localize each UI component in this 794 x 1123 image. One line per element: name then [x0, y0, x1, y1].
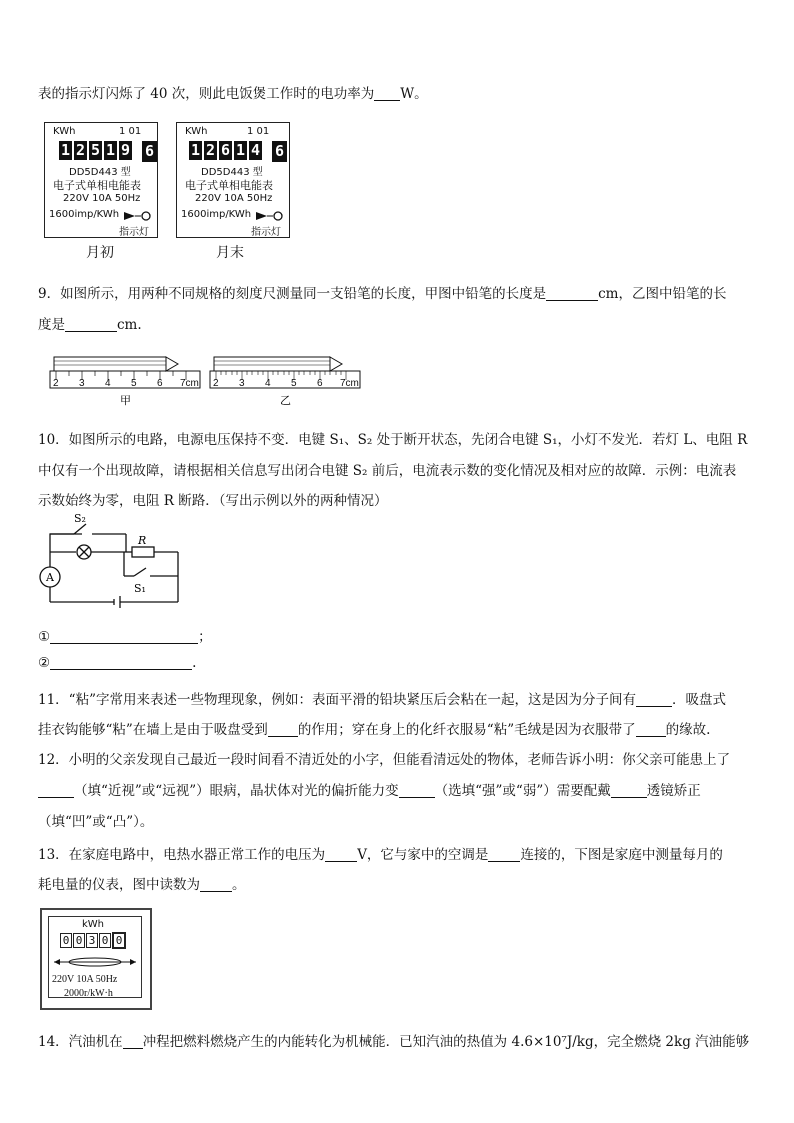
meter-imp: 1600imp/KWh — [49, 209, 120, 220]
tick-label: 5 — [131, 378, 137, 389]
answer-blank[interactable] — [636, 692, 672, 707]
meter-name: 电子式单相电能表 — [185, 179, 273, 192]
tick-label: 7cm — [340, 378, 359, 389]
answer-blank[interactable] — [399, 783, 435, 798]
q12-line1: 12．小明的父亲发现自己最近一段时间看不清近处的小字，但能看清远处的物体，老师告诉小明：你父亲可能患上了 — [38, 752, 731, 768]
q11-line1: 11．“粘”字常用来表述一些物理现象，例如：表面平滑的铅块紧压后会粘在一起，这是因为分子间有 ．吸盘式 — [38, 692, 726, 708]
kwh-digits: 0 0 3 0 0 — [60, 932, 127, 949]
answer-blank[interactable] — [65, 317, 117, 332]
rotating-disc-icon — [50, 950, 140, 974]
meter-imp: 1600imp/KWh — [181, 209, 252, 220]
kwh-unit: kWh — [82, 919, 105, 930]
label-s2: S₂ — [74, 512, 86, 525]
label-r: R — [138, 534, 147, 547]
label-yi: 乙 — [280, 394, 291, 407]
answer-blank[interactable] — [325, 847, 357, 862]
tick-label: 6 — [317, 378, 323, 389]
q11-line2: 挂衣钩能够“粘”在墙上是由于吸盘受到 的作用；穿在身上的化纤衣服易“粘”毛绒是因为衣服带了 的缘故. — [38, 722, 711, 738]
q10-answer-1: ① ； — [38, 629, 212, 645]
meter-name: 电子式单相电能表 — [53, 179, 141, 192]
meter-start — [44, 122, 158, 238]
q9-line2: 度是 cm. — [38, 317, 142, 333]
answer-blank[interactable] — [50, 655, 192, 670]
q13-line2: 耗电量的仪表，图中读数为 。 — [38, 877, 246, 893]
tick-label: 7cm — [180, 378, 199, 389]
meter-indicator-label: 指示灯 — [119, 227, 149, 238]
meter-end — [176, 122, 290, 238]
label-ammeter: A — [46, 571, 54, 584]
answer-blank[interactable] — [546, 286, 598, 301]
tick-label: 6 — [157, 378, 163, 389]
q12-line3: （填“凹”或“凸”）。 — [38, 814, 154, 830]
q8-text: 表的指示灯闪烁了 40 次，则此电饭煲工作时的电功率为 — [38, 86, 375, 102]
q10-line2: 中仅有一个出现故障，请根据相关信息写出闭合电键 S₂ 前后，电流表示数的变化情况及相对应的故障．示例：电流表 — [38, 463, 737, 479]
meter-marks: 1 01 — [119, 126, 142, 137]
q10-line1: 10．如图所示的电路，电源电压保持不变．电键 S₁、S₂ 处于断开状态，先闭合电键 S₁，小灯不发光．若灯 L、电阻 R — [38, 432, 748, 448]
tick-label: 2 — [53, 378, 59, 389]
tick-label: 3 — [79, 378, 85, 389]
q10-answer-2: ② . — [38, 655, 197, 671]
q14-line1: 14．汽油机在 冲程把燃料燃烧产生的内能转化为机械能．已知汽油的热值为 4.6×10⁷J/kg，完全燃烧 2kg 汽油能够 — [38, 1034, 750, 1050]
meter-digits: 1 2 5 1 9 6 — [59, 141, 157, 162]
answer-blank[interactable] — [636, 722, 666, 737]
q10-line3: 示数始终为零，电阻 R 断路．（写出示例以外的两种情况） — [38, 493, 388, 509]
caption-month-end: 月末 — [216, 245, 244, 261]
answer-blank[interactable] — [50, 629, 198, 644]
q8-unit: W。 — [400, 86, 428, 102]
indicator-lamp-icon — [123, 209, 153, 223]
label-jia: 甲 — [120, 394, 131, 407]
q9-line1: 9．如图所示，用两种不同规格的刻度尺测量同一支铅笔的长度，甲图中铅笔的长度是 cm，乙图中铅笔的长 — [38, 286, 727, 302]
meter-digits: 1 2 6 1 4 6 — [189, 141, 287, 162]
answer-blank[interactable] — [200, 877, 232, 892]
pencil-jia-icon — [54, 357, 178, 371]
meter-rating: 220V 10A 50Hz — [63, 193, 141, 204]
meter-unit: KWh — [53, 126, 76, 137]
label-s1: S₁ — [134, 582, 146, 595]
kwh-meter — [40, 908, 152, 1010]
tick-label: 5 — [291, 378, 297, 389]
indicator-lamp-icon — [255, 209, 285, 223]
meter-indicator-label: 指示灯 — [251, 227, 281, 238]
tick-label: 4 — [265, 378, 271, 389]
q13-line1: 13．在家庭电路中，电热水器正常工作的电压为 V，它与家中的空调是 连接的，下图是家庭中测量每月的 — [38, 847, 723, 863]
caption-month-start: 月初 — [86, 245, 114, 261]
meter-model: DD5D443 型 — [69, 167, 131, 178]
kwh-rating: 220V 10A 50Hz — [52, 974, 118, 985]
tick-label: 4 — [105, 378, 111, 389]
q12-line2: （填“近视”或“远视”）眼病，晶状体对光的偏折能力变 （选填“强”或“弱”）需要配戴 透镜矫正 — [38, 779, 701, 799]
meter-marks: 1 01 — [247, 126, 270, 137]
tick-label: 3 — [239, 378, 245, 389]
tick-label: 2 — [213, 378, 219, 389]
answer-blank[interactable] — [123, 1034, 143, 1049]
meter-model: DD5D443 型 — [201, 167, 263, 178]
meter-rating: 220V 10A 50Hz — [195, 193, 273, 204]
answer-blank[interactable] — [38, 783, 74, 798]
answer-blank[interactable] — [611, 783, 647, 798]
pencil-yi-icon — [214, 357, 342, 371]
meter-unit: KWh — [185, 126, 208, 137]
answer-blank[interactable] — [374, 86, 400, 101]
rulers-figure — [46, 352, 366, 410]
q8-tail-line — [38, 82, 428, 102]
answer-blank[interactable] — [268, 722, 298, 737]
kwh-rev: 2000r/kW·h — [64, 988, 113, 999]
circuit-diagram — [34, 512, 194, 612]
answer-blank[interactable] — [488, 847, 520, 862]
